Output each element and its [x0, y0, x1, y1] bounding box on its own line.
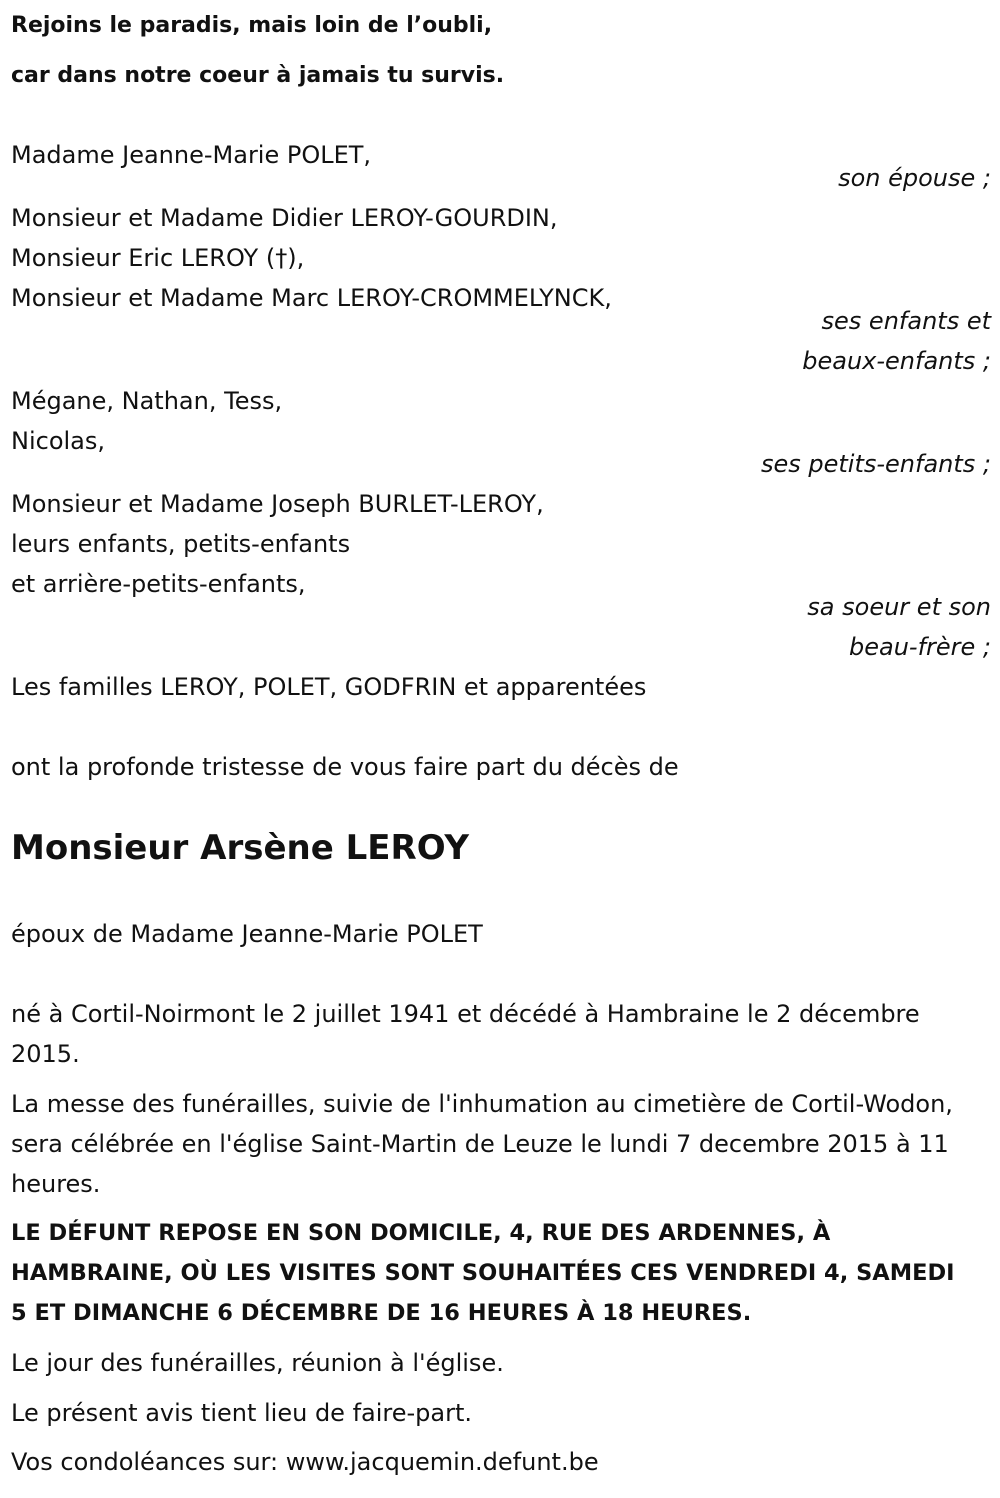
grandchild-line: Mégane, Nathan, Tess,	[11, 387, 283, 415]
birth-death-text: né à Cortil-Noirmont le 2 juillet 1941 et décédé à Hambraine le 2 décembre 2015.	[11, 1000, 920, 1068]
funeral-mass-text: La messe des funérailles, suivie de l'inhumation au cimetière de Cortil-Wodon, sera célébrée en l'église Saint-Martin de Leuze le lundi 7 decembre 2015 à 11 heures.	[11, 1090, 953, 1198]
sister-relation-line-2: beau-frère ;	[848, 633, 991, 661]
grandchildren-relation: ses petits-enfants ;	[760, 450, 991, 478]
spouse-relation: son épouse ;	[838, 164, 991, 192]
children-relation-line-1: ses enfants et	[821, 307, 991, 335]
child-line: Monsieur et Madame Marc LEROY-CROMMELYNCK,	[11, 284, 612, 312]
spouse-of-text: époux de Madame Jeanne-Marie POLET	[11, 920, 483, 948]
sister-line: et arrière-petits-enfants,	[11, 570, 306, 598]
condolences-text: Vos condoléances sur: www.jacquemin.defunt.be	[11, 1448, 599, 1476]
sister-line: leurs enfants, petits-enfants	[11, 530, 351, 558]
child-line: Monsieur et Madame Didier LEROY-GOURDIN,	[11, 204, 558, 232]
sister-line: Monsieur et Madame Joseph BURLET-LEROY,	[11, 490, 544, 518]
spouse-name: Madame Jeanne-Marie POLET,	[11, 141, 372, 169]
visits-text: LE DÉFUNT REPOSE EN SON DOMICILE, 4, RUE DES ARDENNES, À HAMBRAINE, OÙ LES VISITES SONT SOUHAITÉES CES VENDREDI 4, SAMEDI 5 ET DIMANCHE 6 DÉCEMBRE DE 16 HEURES À 18 HEURES.	[11, 1220, 955, 1326]
grandchild-line: Nicolas,	[11, 427, 106, 455]
families-line: Les familles LEROY, POLET, GODFRIN et apparentées	[11, 673, 647, 701]
deceased-name: Monsieur Arsène LEROY	[11, 828, 470, 868]
epitaph-line-1: Rejoins le paradis, mais loin de l’oubli,	[11, 13, 493, 38]
notice-text: Le présent avis tient lieu de faire-part.	[11, 1399, 473, 1427]
children-relation-line-2: beaux-enfants ;	[802, 347, 991, 375]
meeting-text: Le jour des funérailles, réunion à l'église.	[11, 1349, 504, 1377]
child-line: Monsieur Eric LEROY (†),	[11, 244, 305, 272]
announcement-text: ont la profonde tristesse de vous faire part du décès de	[11, 753, 679, 781]
sister-relation-line-1: sa soeur et son	[807, 593, 991, 621]
epitaph-line-2: car dans notre coeur à jamais tu survis.	[11, 63, 505, 88]
